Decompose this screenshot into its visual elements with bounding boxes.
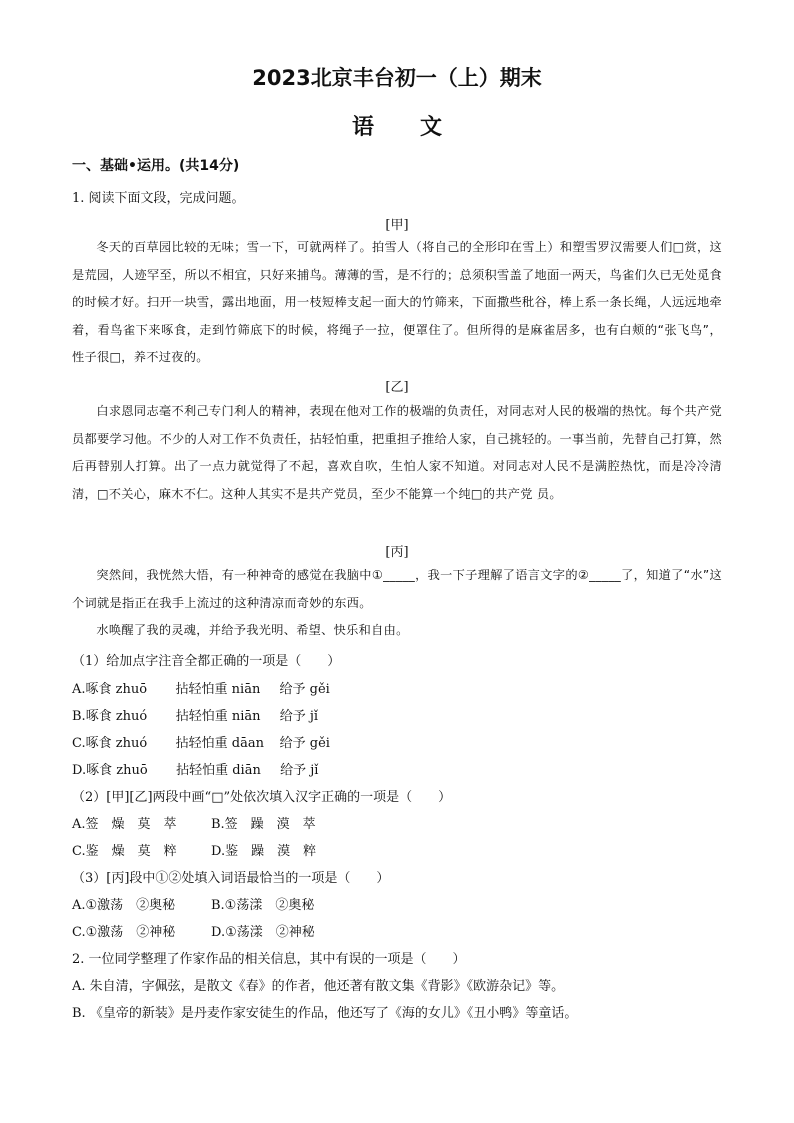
option-word-2: 拈轻怕重 niān xyxy=(175,709,261,724)
option-letter: B. xyxy=(72,709,86,724)
option-word-3: 给予 gěi xyxy=(279,682,330,697)
option-c: C.①激荡 ②神秘 xyxy=(72,925,176,940)
option-word-2: 拈轻怕重 niān xyxy=(175,682,261,697)
option-row xyxy=(72,921,315,940)
passage-jia-text: 冬天的百草园比较的无味；雪一下，可就两样了。拍雪人（将自己的全形印在雪上）和塑雪罗汉需要人们□赏，这是荒园，人迹罕至，所以不相宜，只好来捕鸟。薄薄的雪，是不行的；总须积雪盖了地面一两天，鸟雀们久已无处觅食的时候才好。扫开一块雪，露出地面，用一枝短棒支起一面大的竹筛来，下面撒些秕谷，棒上系一条长绳，人远远地牵着，看鸟雀下来啄食，走到竹筛底下的时候，将绳子一拉，便罩住了。但所得的是麻雀居多，也有白颊的“张飞鸟”，性子很□，养不过夜的。 xyxy=(72,240,722,364)
option-a: A.①激荡 ②奥秘 xyxy=(72,898,176,913)
question-2-option-b: B. 《皇帝的新装》是丹麦作家安徒生的作品，他还写了《海的女儿》《丑小鸭》等童话。 xyxy=(72,1006,578,1021)
passage-yi-label: [乙] xyxy=(385,380,409,395)
subject-title: 语文 xyxy=(351,115,488,140)
question-1-prompt: 1. 阅读下面文段，完成问题。 xyxy=(72,191,245,206)
option-word-1: 啄食 zhuō xyxy=(85,682,148,697)
question-2-option-a: A. 朱自清，字佩弦，是散文《春》的作者，他还著有散文集《背影》《欧游杂记》等。 xyxy=(72,979,565,994)
exam-title: 2023北京丰台初一（上）期末 xyxy=(252,66,542,90)
option-word-3: 给予 jǐ xyxy=(279,709,319,724)
option-word-1: 啄食 zhuó xyxy=(85,709,148,724)
option-letter: C. xyxy=(72,736,86,751)
option-c: C.鉴 燥 莫 粹 xyxy=(72,844,177,859)
option-row xyxy=(72,840,316,859)
option-word-2: 拈轻怕重 diān xyxy=(176,763,261,778)
option-word-1: 啄食 zhuó xyxy=(85,736,148,751)
option-row xyxy=(72,732,330,751)
option-letter: D. xyxy=(72,763,87,778)
option-word-3: 给予 jǐ xyxy=(280,763,319,778)
option-b: B.签 躁 漠 萃 xyxy=(211,817,316,832)
passage-yi-text: 白求恩同志毫不利己专门利人的精神，表现在他对工作的极端的负责任，对同志对人民的极端的热忱。每个共产党员都要学习他。不少的人对工作不负责任，拈轻怕重，把重担子推给人家，自己挑轻的。一事当前，先替自己打算，然后再替别人打算。出了一点力就觉得了不起，喜欢自吹，生怕人家不知道。对同志对人民不是满腔热忱，而是冷冷清清，□不关心，麻木不仁。这种人其实不是共产党员，至少不能算一个纯□的共产党 员。 xyxy=(72,404,722,501)
option-word-2: 拈轻怕重 dāan xyxy=(175,736,264,751)
option-a: A.签 燥 莫 萃 xyxy=(72,817,177,832)
subquestion-3-prompt: （3）[丙]段中①②处填入词语最恰当的一项是（ ） xyxy=(72,871,390,886)
option-word-1: 啄食 zhuō xyxy=(86,763,148,778)
section-heading: 一、基础•运用。(共14分) xyxy=(72,158,240,174)
option-row xyxy=(72,813,316,832)
option-row xyxy=(72,705,318,724)
passage-bing-text-1: 突然间，我恍然大悟，有一种神奇的感觉在我脑中①_____，我一下子理解了语言文字的②_____了，知道了“水”这个词就是指正在我手上流过的这种清凉而奇妙的东西。 xyxy=(72,568,722,610)
option-word-3: 给予 gěi xyxy=(279,736,330,751)
passage-jia-label: [甲] xyxy=(385,218,409,233)
option-row xyxy=(72,678,330,697)
subquestion-2-prompt: （2）[甲][乙]两段中画“□”处依次填入汉字正确的一项是（ ） xyxy=(72,790,452,805)
option-row xyxy=(72,759,318,778)
passage-bing-label: [丙] xyxy=(385,545,409,560)
option-d: D.①荡漾 ②神秘 xyxy=(211,925,315,940)
question-2-prompt: 2. 一位同学整理了作家作品的相关信息，其中有误的一项是（ ） xyxy=(72,952,466,967)
passage-bing-text-2: 水唤醒了我的灵魂，并给予我光明、希望、快乐和自由。 xyxy=(96,623,409,637)
option-row xyxy=(72,894,314,913)
option-b: B.①荡漾 ②奥秘 xyxy=(211,898,315,913)
option-letter: A. xyxy=(72,682,86,697)
subquestion-1-prompt: （1）给加点字注音全都正确的一项是（ ） xyxy=(72,654,341,669)
option-d: D.鉴 躁 漠 粹 xyxy=(211,844,317,859)
